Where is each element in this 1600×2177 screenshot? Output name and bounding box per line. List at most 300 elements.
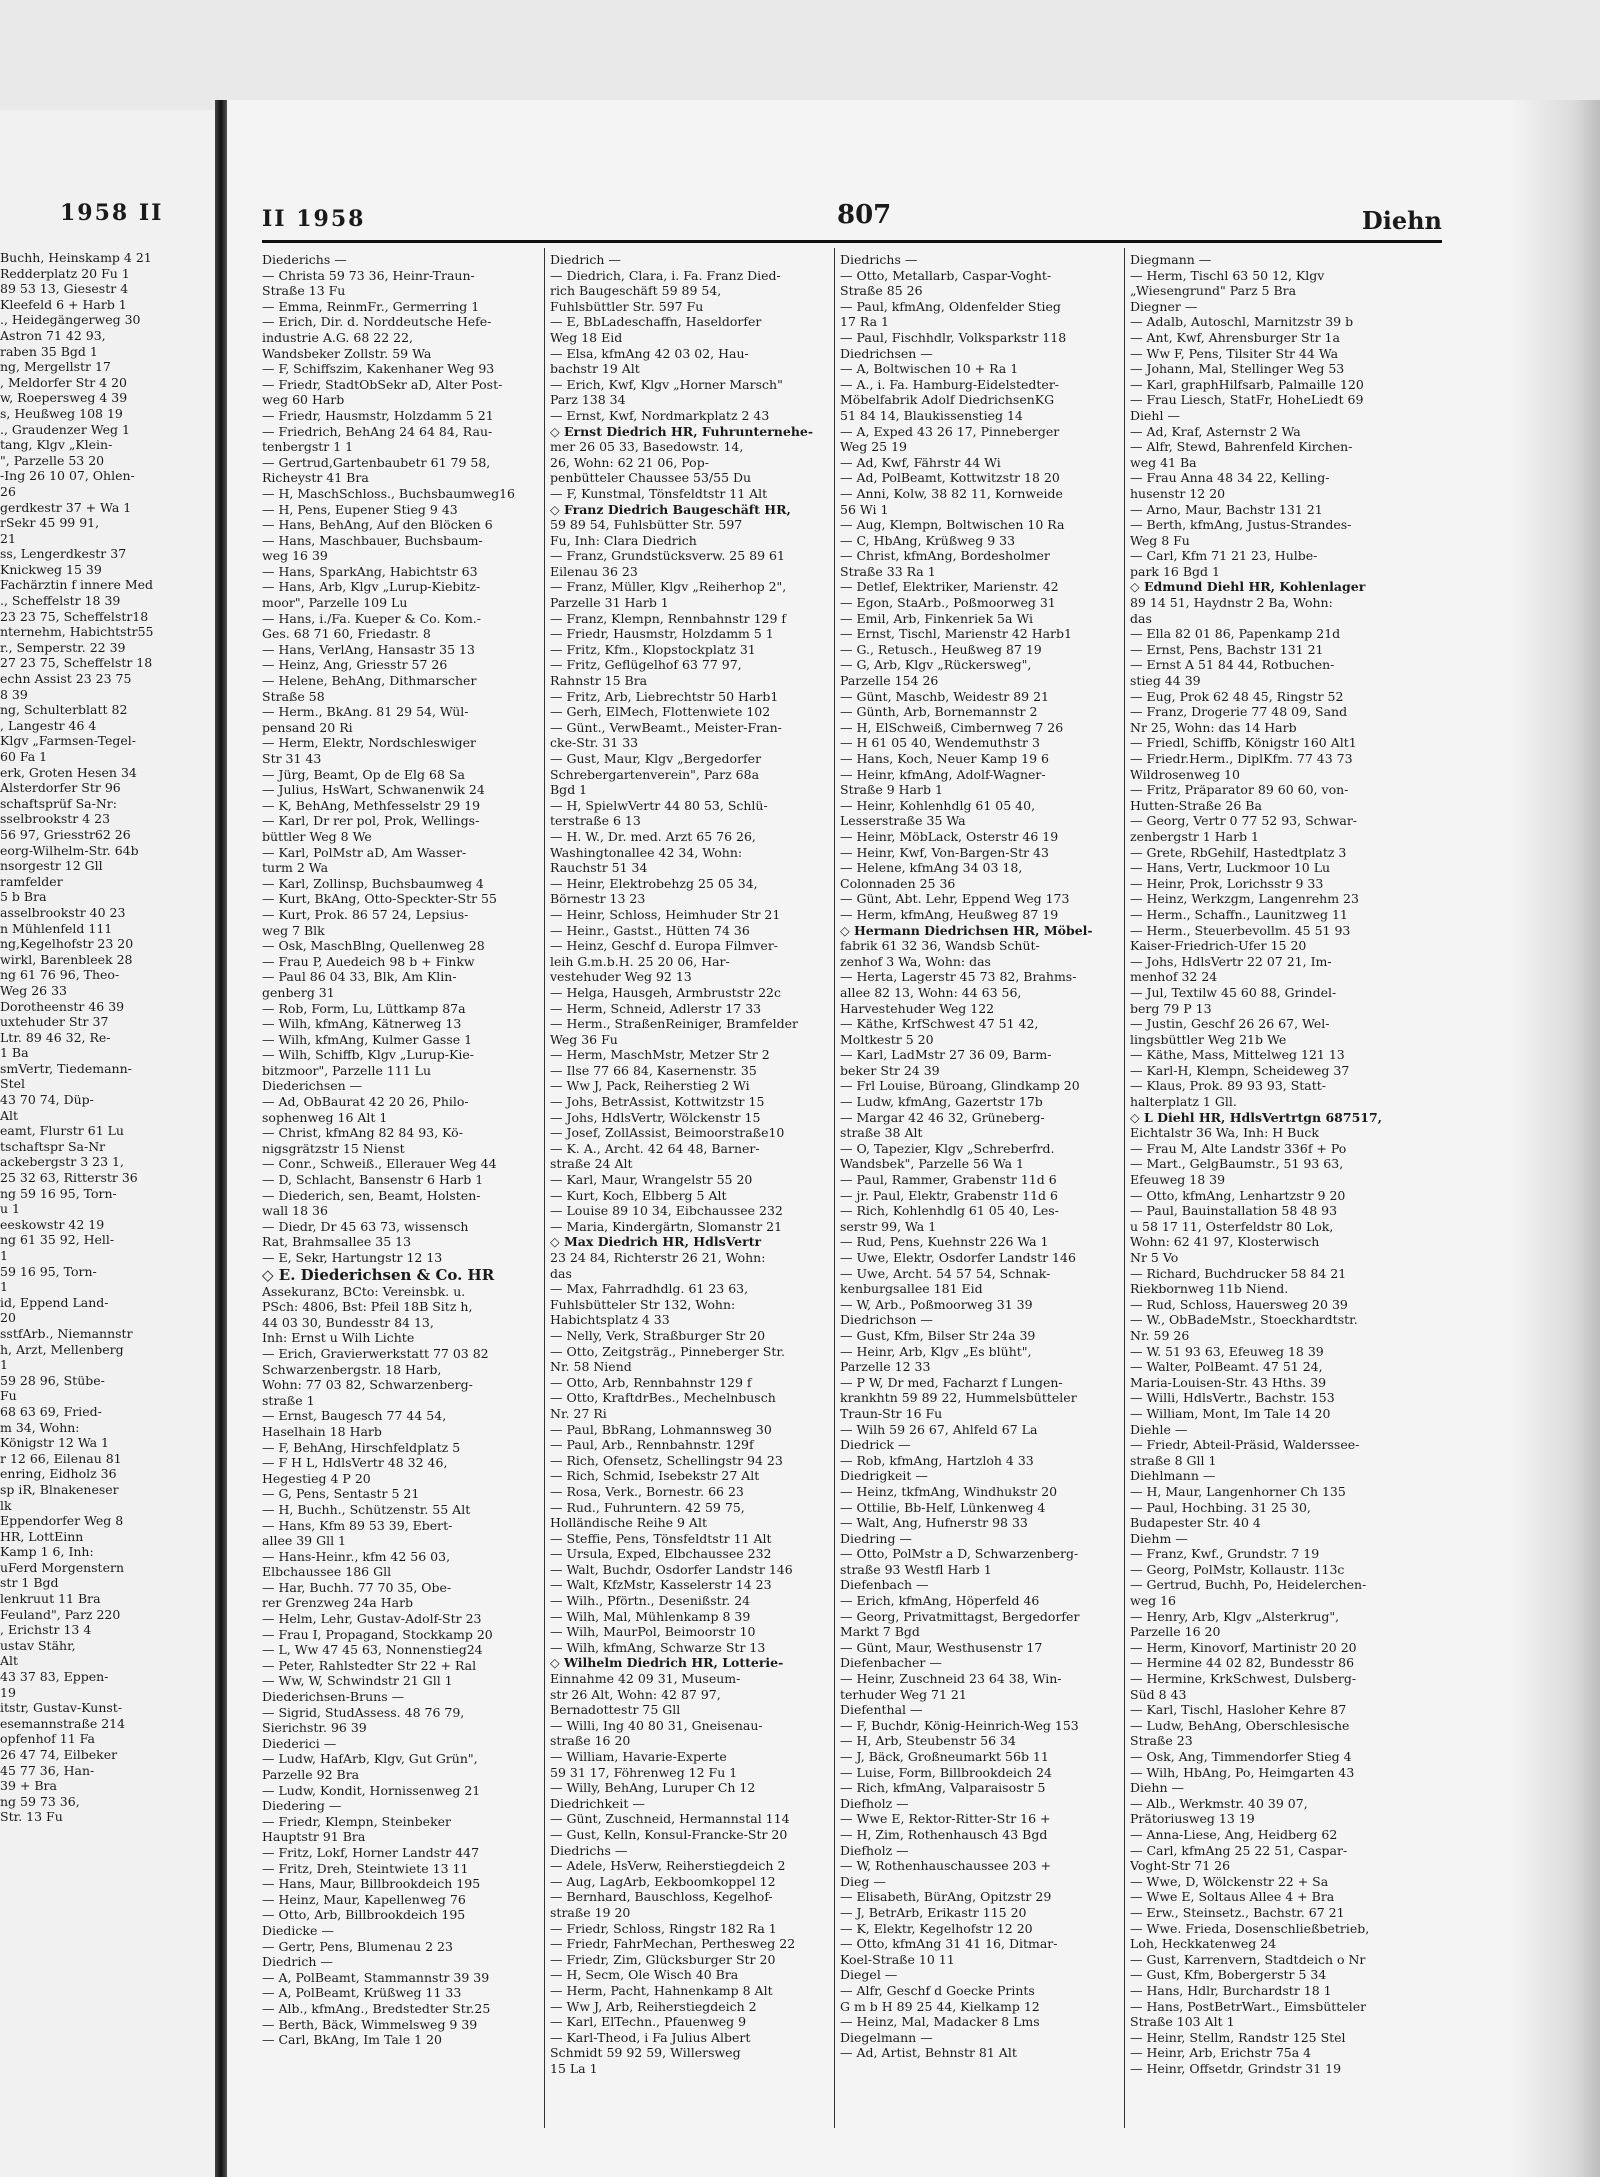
directory-entry: beker Str 24 39 <box>840 1062 940 1078</box>
directory-entry: — A, PolBeamt, Krüßweg 11 33 <box>262 1985 462 2001</box>
directory-entry: Möbelfabrik Adolf DiedrichsenKG <box>840 392 1055 408</box>
directory-entry: — Günt, Maur, Westhusenstr 17 <box>840 1639 1043 1655</box>
directory-entry: — Franz, Drogerie 77 48 09, Sand <box>1130 704 1348 720</box>
directory-entry: ng 61 76 96, Theo- <box>0 967 120 983</box>
directory-entry: Buchh, Heinskamp 4 21 <box>0 250 152 265</box>
page-number: 807 <box>837 200 892 230</box>
directory-entry: Wandsbeker Zollstr. 59 Wa <box>262 345 432 361</box>
directory-entry: mer 26 05 33, Basedowstr. 14, <box>550 439 744 455</box>
directory-entry: — H, ElSchweiß, Cimbernweg 7 26 <box>840 719 1064 735</box>
directory-entry: Riekbornweg 11b Niend. <box>1130 1281 1289 1297</box>
directory-entry: Straße 23 <box>1130 1733 1193 1749</box>
directory-entry: ◇ Franz Diedrich Baugeschäft HR, <box>550 501 791 517</box>
directory-entry: — Hermine, KrkSchwest, Dulsberg- <box>1130 1671 1357 1687</box>
directory-entry: Inh: Ernst u Wilh Lichte <box>262 1330 415 1346</box>
directory-entry: — Josef, ZollAssist, Beimoorstraße10 <box>550 1125 785 1141</box>
directory-entry: — Herm, kfmAng, Heußweg 87 19 <box>840 906 1059 922</box>
directory-entry: — Helm, Lehr, Gustav-Adolf-Str 23 <box>262 1611 482 1627</box>
directory-entry: 59 89 54, Fuhlsbütter Str. 597 <box>550 517 743 533</box>
directory-entry: — Friedr, Klempn, Steinbeker <box>262 1813 452 1829</box>
directory-entry: — Willi, HdlsVertr., Bachstr. 153 <box>1130 1390 1335 1406</box>
directory-entry: — Erw., Steinsetz., Bachstr. 67 21 <box>1130 1904 1345 1920</box>
directory-entry: — H, Zim, Rothenhausch 43 Bgd <box>840 1826 1048 1842</box>
directory-entry: — Friedr, Zim, Glücksburger Str 20 <box>550 1951 776 1967</box>
directory-entry: — Ant, Kwf, Ahrensburger Str 1a <box>1130 329 1340 345</box>
directory-entry: serstr 99, Wa 1 <box>840 1218 937 1234</box>
directory-entry: — Henry, Arb, Klgv „Alsterkrug", <box>1130 1608 1340 1624</box>
directory-entry: — G, Pens, Sentastr 5 21 <box>262 1486 420 1502</box>
directory-entry: str 26 Alt, Wohn: 42 87 97, <box>550 1686 721 1702</box>
directory-entry: Colonnaden 25 36 <box>840 875 956 891</box>
directory-entry: — Hans, i./Fa. Kueper & Co. Kom.- <box>262 610 482 626</box>
directory-entry: — Eug, Prok 62 48 45, Ringstr 52 <box>1130 688 1344 704</box>
directory-entry: — Ww, W, Schwindstr 21 Gll 1 <box>262 1673 453 1689</box>
directory-entry: ◇ Hermann Diedrichsen HR, Möbel- <box>840 922 1093 938</box>
directory-entry: — Rob, kfmAng, Hartzloh 4 33 <box>840 1452 1034 1468</box>
directory-entry: — Heinz, tkfmAng, Windhukstr 20 <box>840 1483 1058 1499</box>
directory-entry: — Elsa, kfmAng 42 03 02, Hau- <box>550 345 749 361</box>
directory-entry: sophenweg 16 Alt 1 <box>262 1109 388 1125</box>
directory-entry: — Karl, PolMstr aD, Am Wasser- <box>262 844 467 860</box>
directory-entry: Rauchstr 51 34 <box>550 860 648 876</box>
directory-entry: — Herm., Steuerbevollm. 45 51 93 <box>1130 922 1351 938</box>
directory-entry: — Hans-Heinr., kfm 42 56 03, <box>262 1548 451 1564</box>
directory-entry: 5 b Bra <box>0 889 47 905</box>
directory-entry: Markt 7 Bgd <box>840 1624 920 1640</box>
directory-entry: Parzelle 31 Harb 1 <box>550 595 669 611</box>
left-page-fragment <box>0 110 215 2177</box>
directory-entry: ", Parzelle 53 20 <box>0 452 105 468</box>
directory-entry: 23 23 75, Scheffelstr18 <box>0 608 149 624</box>
directory-entry: ., Heidegängerweg 30 <box>0 312 141 328</box>
directory-entry: — Aug, Klempn, Boltwischen 10 Ra <box>840 517 1065 533</box>
directory-entry: — Carl, kfmAng 25 22 51, Caspar- <box>1130 1842 1348 1858</box>
directory-entry: — Hans, PostBetrWart., Eimsbütteler <box>1130 1998 1367 2014</box>
directory-entry: — Sigrid, StudAssess. 48 76 79, <box>262 1704 465 1720</box>
directory-entry: 68 63 69, Fried- <box>0 1403 102 1419</box>
directory-entry: tenbergstr 1 1 <box>262 439 354 455</box>
directory-entry: — Rud., Fuhruntern. 42 59 75, <box>550 1499 745 1515</box>
directory-entry: — Anna-Liese, Ang, Heidberg 62 <box>1130 1826 1338 1842</box>
directory-entry: weg 7 Blk <box>262 922 325 938</box>
directory-entry: — Friedl, Schiffb, Königstr 160 Alt1 <box>1130 735 1357 751</box>
directory-entry: 51 84 14, Blaukissenstieg 14 <box>840 407 1023 423</box>
directory-entry: — F H L, HdlsVertr 48 32 46, <box>262 1455 448 1471</box>
directory-entry: Washingtonallee 42 34, Wohn: <box>550 844 743 860</box>
directory-entry: 23 24 84, Richterstr 26 21, Wohn: <box>550 1250 766 1265</box>
directory-entry: nsorgestr 12 Gll <box>0 858 103 874</box>
directory-entry: — Har, Buchh. 77 70 35, Obe- <box>262 1579 452 1595</box>
directory-entry: zenbergstr 1 Harb 1 <box>1130 828 1259 844</box>
directory-entry: — Heinz, Mal, Madacker 8 Lms <box>840 2014 1040 2030</box>
directory-entry: — Heinr, Kwf, Von-Bargen-Str 43 <box>840 844 1049 860</box>
directory-entry: ss, Lengerdkestr 37 <box>0 546 127 562</box>
directory-entry: ng 59 16 95, Torn- <box>0 1185 117 1201</box>
directory-entry: w, Roepersweg 4 39 <box>0 390 128 406</box>
directory-entry: bachstr 19 Alt <box>550 361 640 377</box>
directory-entry: fabrik 61 32 36, Wandsb Schüt- <box>840 938 1040 954</box>
directory-entry: turm 2 Wa <box>262 860 329 876</box>
right-page <box>227 100 1600 2177</box>
directory-entry: Koel-Straße 10 11 <box>840 1951 955 1967</box>
directory-entry: nternehm, Habichtstr55 <box>0 624 154 640</box>
directory-entry: stieg 44 39 <box>1130 673 1201 689</box>
directory-entry: straße 24 Alt <box>550 1156 633 1172</box>
directory-entry: eeskowstr 42 19 <box>0 1216 105 1232</box>
directory-entry: opfenhof 11 Fa <box>0 1731 95 1747</box>
directory-entry: 17 Ra 1 <box>840 314 889 330</box>
directory-entry: — Steffie, Pens, Tönsfeldtstr 11 Alt <box>550 1530 772 1546</box>
directory-entry: — Emma, ReinmFr., Germerring 1 <box>262 298 480 314</box>
directory-entry: sselbrookstr 4 23 <box>0 811 111 827</box>
directory-entry: Parz 138 34 <box>550 392 626 408</box>
directory-entry: Rat, Brahmsallee 35 13 <box>262 1234 412 1250</box>
directory-entry: — Luise, Form, Billbrookdeich 24 <box>840 1764 1052 1780</box>
directory-entry: krankhtn 59 89 22, Hummelsbütteler <box>840 1390 1077 1406</box>
directory-entry: — Heinr, Arb, Erichstr 75a 4 <box>1130 2045 1312 2061</box>
directory-entry: — Maria, Kindergärtn, Slomanstr 21 <box>550 1218 783 1234</box>
directory-entry: — Günth, Arb, Bornemannstr 2 <box>840 704 1038 720</box>
directory-entry: 25 32 63, Ritterstr 36 <box>0 1170 138 1186</box>
page-header-left: II 1958 <box>262 206 366 232</box>
directory-entry: — Gust, Kfm, Bilser Str 24a 39 <box>840 1327 1036 1343</box>
directory-entry: — Hans, Maschbauer, Buchsbaum- <box>262 532 483 548</box>
directory-entry: 15 La 1 <box>550 2060 598 2076</box>
directory-entry: — Günt., VerwBeamt., Meister-Fran- <box>550 719 782 735</box>
directory-entry: — Käthe, KrfSchwest 47 51 42, <box>840 1016 1039 1032</box>
directory-entry: — Paul, Rammer, Grabenstr 11d 6 <box>840 1172 1057 1188</box>
directory-entry: cke-Str. 31 33 <box>550 735 639 751</box>
directory-entry: Straße 33 Ra 1 <box>840 563 936 579</box>
directory-entry: — Justin, Geschf 26 26 67, Wel- <box>1130 1016 1330 1032</box>
directory-entry: Diegmann — <box>1130 252 1212 267</box>
directory-entry: Kaiser-Friedrich-Ufer 15 20 <box>1130 938 1307 954</box>
directory-entry: , Erichstr 13 4 <box>0 1622 92 1638</box>
directory-entry: — Hans, Maur, Billbrookdeich 195 <box>262 1876 481 1892</box>
directory-entry: Börnestr 13 23 <box>550 891 646 907</box>
directory-entry: — Alb., Werkmstr. 40 39 07, <box>1130 1795 1308 1811</box>
directory-entry: — Otto, Metallarb, Caspar-Voght- <box>840 267 1052 283</box>
directory-entry: — W. 51 93 63, Efeuweg 18 39 <box>1130 1343 1324 1359</box>
directory-entry: — Frl Louise, Büroang, Glindkamp 20 <box>840 1078 1080 1094</box>
directory-entry: Wohn: 77 03 82, Schwarzenberg- <box>262 1377 473 1393</box>
directory-entry: — Wilh 59 26 67, Ahlfeld 67 La <box>840 1421 1038 1437</box>
directory-entry: — Ursula, Exped, Elbchaussee 232 <box>550 1546 772 1562</box>
directory-entry: Eppendorfer Weg 8 <box>0 1513 124 1529</box>
directory-entry: — Paul, Fischhdlr, Volksparkstr 118 <box>840 329 1067 345</box>
directory-entry: 59 31 17, Föhrenweg 12 Fu 1 <box>550 1764 738 1780</box>
directory-entry: smVertr, Tiedemann- <box>0 1060 132 1076</box>
directory-entry: Ltr. 89 46 32, Re- <box>0 1029 111 1045</box>
directory-entry: 89 14 51, Haydnstr 2 Ba, Wohn: <box>1130 595 1333 611</box>
directory-entry: — Rich, Ofensetz, Schellingstr 94 23 <box>550 1452 783 1468</box>
directory-entry: — Heinz, Maur, Kapellenweg 76 <box>262 1891 466 1907</box>
directory-entry: — Ernst, Tischl, Marienstr 42 Harb1 <box>840 626 1072 642</box>
directory-entry: enring, Eidholz 36 <box>0 1466 117 1482</box>
directory-entry: halterplatz 1 Gll. <box>1130 1094 1237 1110</box>
directory-entry: — Herm., BkAng. 81 29 54, Wül- <box>262 704 469 720</box>
directory-entry: Holländische Reihe 9 Alt <box>550 1515 707 1531</box>
directory-entry: Loh, Heckkatenweg 24 <box>1130 1936 1277 1952</box>
directory-entry: — Wilh., Pförtn., Desenißstr. 24 <box>550 1593 751 1609</box>
directory-entry: — Gertrud,Gartenbaubetr 61 79 58, <box>262 454 491 470</box>
directory-entry: ◇ Ernst Diedrich HR, Fuhrunternehe- <box>550 423 814 439</box>
directory-entry: — Herm, MaschMstr, Metzer Str 2 <box>550 1047 770 1063</box>
directory-entry: 43 37 83, Eppen- <box>0 1669 109 1685</box>
directory-entry: — Heinz, Werkzgm, Langenrehm 23 <box>1130 891 1359 907</box>
directory-entry: 44 03 30, Bundesstr 84 13, <box>262 1314 434 1330</box>
directory-entry: — Margar 42 46 32, Grüneberg- <box>840 1109 1045 1125</box>
directory-entry: ◇ Max Diedrich HR, HdlsVertr <box>550 1234 762 1250</box>
directory-entry: Nr 5 Vo <box>1130 1250 1179 1265</box>
directory-entry: — Wwe. Frieda, Dosenschließbetrieb, <box>1130 1920 1370 1936</box>
directory-entry: ◇ Edmund Diehl HR, Kohlenlager <box>1130 579 1366 595</box>
directory-entry: 1 Ba <box>0 1045 29 1061</box>
directory-entry: — Ernst A 51 84 44, Rotbuchen- <box>1130 657 1335 673</box>
directory-entry: uxtehuder Str 37 <box>0 1014 109 1030</box>
directory-entry: — Otto, PolMstr a D, Schwarzenberg- <box>840 1546 1079 1562</box>
directory-entry: — Max, Fahrradhdlg. 61 23 63, <box>550 1281 749 1297</box>
directory-entry: s, Heußweg 108 19 <box>0 405 123 421</box>
directory-entry: — G, Arb, Klgv „Rückersweg", <box>840 657 1032 673</box>
directory-entry: — Otto, kfmAng 31 41 16, Ditmar- <box>840 1936 1058 1952</box>
directory-entry: — Helga, Hausgeh, Armbruststr 22c <box>550 984 781 1000</box>
directory-entry: 26 <box>0 483 16 499</box>
directory-entry: — Diederich, sen, Beamt, Holsten- <box>262 1187 481 1203</box>
directory-entry: Weg 18 Eid <box>550 329 623 345</box>
directory-entry: ◇ L Diehl HR, HdlsVertrtgn 687517, <box>1130 1109 1383 1125</box>
directory-entry: Bernadottestr 75 Gll <box>550 1702 681 1718</box>
directory-entry: Hauptstr 91 Bra <box>262 1829 366 1845</box>
directory-entry: — Johs, HdlsVertr, Wölckenstr 15 <box>550 1109 761 1125</box>
directory-entry: „Wiesengrund" Parz 5 Bra <box>1130 283 1297 299</box>
directory-entry: — Friedr, Abteil-Präsid, Walderssee- <box>1130 1437 1360 1453</box>
directory-entry: — Georg, Privatmittagst, Bergedorfer <box>840 1608 1080 1624</box>
directory-entry: — Berth, kfmAng, Justus-Strandes- <box>1130 517 1352 533</box>
directory-entry: — Karl, graphHilfsarb, Palmaille 120 <box>1130 376 1364 392</box>
directory-entry: sstfArb., Niemannstr <box>0 1325 133 1341</box>
directory-entry: — Hans, BehAng, Auf den Blöcken 6 <box>262 517 493 533</box>
directory-entry: — Ad, Kraf, Asternstr 2 Wa <box>1130 423 1301 439</box>
directory-entry: schaftsprüf Sa-Nr: <box>0 795 117 811</box>
directory-entry: Diedrichkeit — <box>550 1795 645 1811</box>
directory-entry: — Georg, Vertr 0 77 52 93, Schwar- <box>1130 813 1358 829</box>
directory-entry: das <box>550 1265 572 1281</box>
directory-entry: rer Grenzweg 24a Harb <box>262 1595 414 1611</box>
directory-entry: Diedrichson — <box>840 1312 933 1328</box>
directory-entry: — Wilh, kfmAng, Kulmer Gasse 1 <box>262 1031 473 1047</box>
left-page-header: 1958 II <box>60 200 164 226</box>
directory-entry: Hegestieg 4 P 20 <box>262 1470 371 1486</box>
directory-entry: Königstr 12 Wa 1 <box>0 1435 109 1451</box>
directory-entry: Diedrichs — <box>840 252 918 267</box>
directory-entry: — Paul, BbRang, Lohmannsweg 30 <box>550 1421 772 1437</box>
directory-entry: — Herta, Lagerstr 45 73 82, Brahms- <box>840 969 1077 985</box>
directory-entry: — Wwe, D, Wölckenstr 22 + Sa <box>1130 1873 1329 1889</box>
directory-entry: Wandsbek", Parzelle 56 Wa 1 <box>840 1156 1024 1172</box>
directory-entry: Diedrich — <box>262 1954 333 1970</box>
directory-entry: — A., i. Fa. Hamburg-Eidelstedter- <box>840 376 1060 392</box>
directory-entry: 59 16 95, Torn- <box>0 1263 97 1279</box>
directory-entry: — Heinr, Kohlenhdlg 61 05 40, <box>840 797 1036 813</box>
directory-entry: 89 53 13, Giesestr 4 <box>0 281 129 297</box>
directory-entry: husenstr 12 20 <box>1130 485 1226 501</box>
directory-entry: — Ilse 77 66 84, Kasernenstr. 35 <box>550 1062 757 1078</box>
directory-entry: — Gertrud, Buchh, Po, Heidelerchen- <box>1130 1577 1367 1593</box>
directory-entry: Schmidt 59 92 59, Willersweg <box>550 2045 741 2061</box>
directory-entry: — Paul 86 04 33, Blk, Am Klin- <box>262 969 457 985</box>
directory-entry: — Carl, Kfm 71 21 23, Hulbe- <box>1130 548 1318 564</box>
directory-entry: — Käthe, Mass, Mittelweg 121 13 <box>1130 1047 1345 1063</box>
directory-entry: straße 19 20 <box>550 1904 631 1920</box>
directory-entry: — Erich, kfmAng, Höperfeld 46 <box>840 1593 1040 1609</box>
directory-entry: — Osk, Ang, Timmendorfer Stieg 4 <box>1130 1749 1352 1764</box>
directory-entry: straße 8 Gll 1 <box>1130 1452 1217 1468</box>
directory-entry: — Grete, RbGehilf, Hastedtplatz 3 <box>1130 844 1347 860</box>
directory-entry: Diehlmann — <box>1130 1468 1216 1484</box>
directory-entry: — Kurt, Prok. 86 57 24, Lepsius- <box>262 906 469 922</box>
directory-entry: Diederichsen-Bruns — <box>262 1689 405 1705</box>
directory-entry: — Hans, Kfm 89 53 39, Ebert- <box>262 1517 453 1533</box>
directory-entry: — Richard, Buchdrucker 58 84 21 <box>1130 1265 1347 1281</box>
directory-entry: — Conr., Schweiß., Ellerauer Weg 44 <box>262 1156 497 1172</box>
directory-entry: , Langestr 46 4 <box>0 717 97 733</box>
directory-entry: Haselhain 18 Harb <box>262 1423 382 1439</box>
directory-entry: — Gertr, Pens, Blumenau 2 23 <box>262 1938 453 1954</box>
directory-entry: Redderplatz 20 Fu 1 <box>0 265 130 281</box>
directory-entry: — H, SpielwVertr 44 80 53, Schlü- <box>550 797 768 813</box>
directory-entry: rich Baugeschäft 59 89 54, <box>550 283 722 299</box>
directory-entry: Dorotheenstr 46 39 <box>0 998 125 1014</box>
directory-entry: Schwarzenbergstr. 18 Harb, <box>262 1361 442 1377</box>
directory-entry: — Helene, BehAng, Dithmarscher <box>262 673 477 689</box>
directory-entry: — Erich, Dir. d. Norddeutsche Hefe- <box>262 314 492 330</box>
directory-entry: — Klaus, Prok. 89 93 93, Statt- <box>1130 1078 1327 1094</box>
directory-entry: — Berth, Bäck, Wimmelsweg 9 39 <box>262 2016 478 2032</box>
directory-entry: 8 39 <box>0 686 28 702</box>
directory-entry: Diederici — <box>262 1735 337 1751</box>
directory-entry: — Franz, Grundstücksverw. 25 89 61 <box>550 548 785 564</box>
directory-entry: — Fritz, Arb, Liebrechtstr 50 Harb1 <box>550 688 779 704</box>
directory-entry: — Heinr, Zuschneid 23 64 38, Win- <box>840 1671 1062 1687</box>
directory-entry: Maria-Louisen-Str. 43 Hths. 39 <box>1130 1374 1327 1390</box>
directory-entry: Assekuranz, BCto: Vereinsbk. u. <box>262 1283 466 1299</box>
directory-entry: Voght-Str 71 26 <box>1130 1858 1231 1874</box>
directory-entry: lk <box>0 1497 12 1513</box>
directory-entry: — Heinr, Elektrobehzg 25 05 34, <box>550 875 758 891</box>
directory-entry: — Fritz, Geflügelhof 63 77 97, <box>550 657 742 673</box>
directory-entry: Parzelle 154 26 <box>840 673 939 689</box>
directory-entry: 19 <box>0 1684 16 1700</box>
directory-entry: straße 16 20 <box>550 1733 631 1749</box>
directory-entry: — Hans, Hdlr, Burchardstr 18 1 <box>1130 1982 1332 1998</box>
directory-entry: Diedrichs — <box>550 1842 628 1858</box>
directory-entry: — Aug, LagArb, Eekboomkoppel 12 <box>550 1873 776 1889</box>
directory-entry: — H. W., Dr. med. Arzt 65 76 26, <box>550 828 756 844</box>
directory-entry: — Heinr, MöbLack, Osterstr 46 19 <box>840 828 1059 844</box>
directory-entry: — Herm, Pacht, Hahnenkamp 8 Alt <box>550 1982 773 1998</box>
directory-column-4 <box>1130 252 1442 2076</box>
directory-entry: ng, Schulterblatt 82 <box>0 702 128 718</box>
book-gutter <box>215 100 227 2177</box>
directory-entry: ◇ E. Diederichsen & Co. HR <box>262 1265 495 1284</box>
directory-entry: — Rich, Schmid, Isebekstr 27 Alt <box>550 1468 760 1484</box>
directory-entry: — Ludw, kfmAng, Gazertstr 17b <box>840 1094 1043 1110</box>
directory-entry: — H, Buchh., Schützenstr. 55 Alt <box>262 1501 471 1517</box>
directory-entry: Fuhlsbüttler Str. 597 Fu <box>550 298 704 314</box>
directory-entry: — Emil, Arb, Finkenriek 5a Wi <box>840 610 1034 626</box>
directory-entry: allee 39 Gll 1 <box>262 1533 347 1549</box>
directory-entry: — Franz, Kwf., Grundstr. 7 19 <box>1130 1546 1320 1562</box>
directory-entry: — F, Buchdr, König-Heinrich-Weg 153 <box>840 1717 1079 1733</box>
directory-entry: 45 77 36, Han- <box>0 1762 95 1778</box>
directory-entry: bitzmoor", Parzelle 111 Lu <box>262 1062 431 1078</box>
directory-entry: Elbchaussee 186 Gll <box>262 1564 392 1580</box>
directory-entry: asselbrookstr 40 23 <box>0 904 126 920</box>
directory-entry: Diedicke — <box>262 1922 334 1938</box>
column-separator <box>1124 248 1125 2128</box>
directory-entry: allee 82 13, Wohn: 44 63 56, <box>840 984 1022 1000</box>
directory-entry: ng 61 35 92, Hell- <box>0 1232 115 1248</box>
directory-entry: — Franz, Müller, Klgv „Reiherhop 2", <box>550 579 787 595</box>
directory-entry: — Ernst, Kwf, Nordmarkplatz 2 43 <box>550 407 770 423</box>
directory-entry: — Julius, HsWart, Schwanenwik 24 <box>262 782 485 798</box>
directory-entry: Nr. 27 Ri <box>550 1405 607 1421</box>
directory-entry: — Herm, Kinovorf, Martinistr 20 20 <box>1130 1639 1357 1655</box>
directory-entry: — Gerh, ElMech, Flottenwiete 102 <box>550 704 771 720</box>
directory-entry: — Georg, PolMstr, Kollaustr. 113c <box>1130 1561 1345 1577</box>
directory-entry: Nr. 58 Niend <box>550 1359 632 1375</box>
directory-entry: — Günt, Zuschneid, Hermannstal 114 <box>550 1811 790 1827</box>
directory-entry: Prätoriusweg 13 19 <box>1130 1811 1255 1827</box>
column-separator <box>544 248 545 2128</box>
directory-entry: — Karl, Maur, Wrangelstr 55 20 <box>550 1172 753 1188</box>
directory-entry: — Ludw, HafArb, Klgv, Gut Grün", <box>262 1751 478 1767</box>
directory-entry: — Wilh, Schiffb, Klgv „Lurup-Kie- <box>262 1047 474 1063</box>
directory-entry: 27 23 75, Scheffelstr 18 <box>0 655 153 671</box>
directory-entry: 56 97, Griesstr62 26 <box>0 826 131 842</box>
header-rule <box>262 240 1442 243</box>
directory-entry: 26, Wohn: 62 21 06, Pop- <box>550 454 709 470</box>
directory-entry: Einnahme 42 09 31, Museum- <box>550 1671 741 1687</box>
directory-entry: — A, PolBeamt, Stammannstr 39 39 <box>262 1969 490 1985</box>
directory-entry: vestehuder Weg 92 13 <box>550 969 692 985</box>
directory-entry: — K, Elektr, Kegelhofstr 12 20 <box>840 1920 1033 1936</box>
directory-entry: HR, LottEinn <box>0 1528 84 1544</box>
directory-entry: — E, Sekr, Hartungstr 12 13 <box>262 1250 443 1265</box>
directory-entry: — Otto, kfmAng, Lenhartzstr 9 20 <box>1130 1187 1346 1203</box>
directory-entry: ., Graudenzer Weg 1 <box>0 421 130 437</box>
directory-entry: weg 41 Ba <box>1130 454 1197 470</box>
directory-entry: Efeuweg 18 39 <box>1130 1172 1226 1188</box>
directory-entry: kenburgsallee 181 Eid <box>840 1281 983 1297</box>
directory-entry: Traun-Str 16 Fu <box>840 1405 943 1421</box>
directory-entry: Astron 71 42 93, <box>0 327 106 343</box>
directory-entry: — F, BehAng, Hirschfeldplatz 5 <box>262 1439 461 1455</box>
directory-entry: — William, Havarie-Experte <box>550 1749 727 1764</box>
directory-entry: — W, Arb., Poßmoorweg 31 39 <box>840 1296 1033 1312</box>
directory-entry: — K. A., Archt. 42 64 48, Barner- <box>550 1140 760 1156</box>
directory-entry: — Fritz, Lokf, Horner Landstr 447 <box>262 1844 480 1860</box>
column-separator <box>834 248 835 2128</box>
directory-entry: — Wilh, kfmAng, Schwarze Str 13 <box>550 1639 766 1655</box>
directory-entry: sp iR, Blnakeneser <box>0 1481 119 1497</box>
directory-entry: — Alb., kfmAng., Bredstedter Str.25 <box>262 2000 491 2016</box>
directory-entry: berg 79 P 13 <box>1130 1000 1212 1016</box>
directory-entry: wall 18 36 <box>262 1203 328 1219</box>
directory-entry: — Wilh, kfmAng, Kätnerweg 13 <box>262 1016 462 1032</box>
directory-entry: — Herm., StraßenReiniger, Bramfelder <box>550 1016 798 1032</box>
